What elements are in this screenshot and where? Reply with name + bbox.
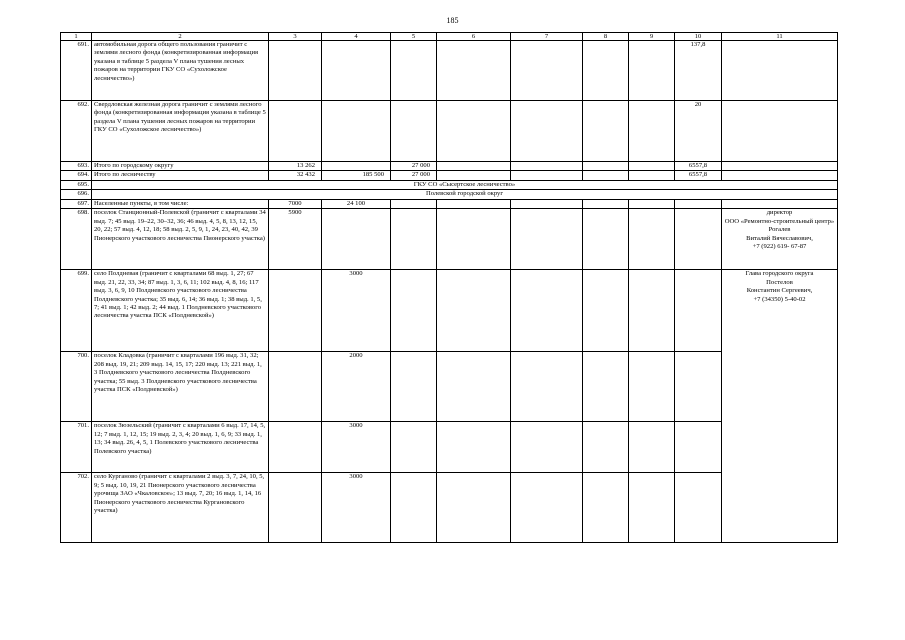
cell-col9 — [629, 162, 675, 171]
cell-col4: 3000 — [322, 270, 391, 352]
cell-col4 — [322, 162, 391, 171]
cell-col8 — [583, 162, 629, 171]
header-cell: 9 — [629, 33, 675, 41]
cell-col8 — [583, 422, 629, 473]
cell-col9 — [629, 473, 675, 543]
row-number: 693. — [61, 162, 92, 171]
cell-col10 — [675, 422, 722, 473]
cell-col8 — [583, 352, 629, 422]
cell-col5 — [391, 41, 437, 101]
cell-col9 — [629, 101, 675, 162]
table-row — [61, 101, 838, 162]
cell-col7 — [511, 422, 583, 473]
table-row — [61, 270, 838, 352]
cell-col11 — [722, 171, 838, 180]
cell-col7 — [511, 171, 583, 180]
header-cell: 11 — [722, 33, 838, 41]
cell-col10: 20 — [675, 101, 722, 162]
cell-col5 — [391, 199, 437, 208]
cell-col6 — [437, 422, 511, 473]
cell-col4 — [322, 101, 391, 162]
row-number: 694. — [61, 171, 92, 180]
row-description: Итого по городскому округу — [92, 162, 269, 171]
cell-col7 — [511, 473, 583, 543]
cell-col3: 5900 — [269, 209, 322, 270]
cell-col4: 3000 — [322, 473, 391, 543]
cell-col6 — [437, 101, 511, 162]
row-number: 696. — [61, 190, 92, 199]
cell-col7 — [511, 199, 583, 208]
cell-col10 — [675, 209, 722, 270]
row-description: автомобильная дорога общего пользования граничит с землями лесного фонда (конкретизированная информация указана в таблице 5 раздела V плана тушения лесных пожаров на территории ГКУ СО «Сухоложское лесничество») — [92, 41, 269, 101]
cell-col6 — [437, 171, 511, 180]
cell-col3 — [269, 473, 322, 543]
cell-col3 — [269, 270, 322, 352]
row-number: 701. — [61, 422, 92, 473]
cell-col3 — [269, 352, 322, 422]
row-description: поселок Станционный-Полевской (граничит с кварталами 34 выд. 7; 45 выд. 19–22, 30–32, 36; 46 выд. 4, 5, 8, 13, 12, 15, 20, 22; 57 выд. 4, 12, 18; 58 выд. 2, 5, 9, 1, 24, 23, 40, 42, 39 Пионерского участкового лесничества Пионерского участка) — [92, 209, 269, 270]
row-description: поселок Зюзельский (граничит с кварталами 6 выд. 17, 14, 5, 12; 7 выд. 1, 12, 15; 19 выд. 2, 3, 4; 20 выд. 1, 6, 9; 33 выд. 1, 13; 34 выд. 26, 4, 5, 1 Полевского участкового лесничества Полевского участка) — [92, 422, 269, 473]
cell-col6 — [437, 41, 511, 101]
cell-col5: 27 000 — [391, 171, 437, 180]
cell-col5 — [391, 101, 437, 162]
cell-col9 — [629, 199, 675, 208]
cell-col9 — [629, 209, 675, 270]
cell-col8 — [583, 209, 629, 270]
header-cell: 3 — [269, 33, 322, 41]
row-description: село Полдневая (граничит с кварталами 68 выд. 1, 27; 67 выд. 21, 22, 33, 34; 87 выд. 1, 3, 6, 11; 102 выд. 4, 8, 16; 117 выд. 3, 6, 9, 10 Полдневского участкового лесничества Полдневского участка; 35 выд. 6, 14; 36 выд. 1; 38 выд. 1, 5, 7; 41 выд. 1; 42 выд. 2; 44 выд. 1 Полдневского участкового лесничества участка ПСК «Полдневской») — [92, 270, 269, 352]
cell-col8 — [583, 199, 629, 208]
contact-cell: Глава городского округа Постелов Константин Сергеевич, +7 (34350) 5-40-02 — [722, 270, 838, 543]
row-number: 700. — [61, 352, 92, 422]
table-row — [61, 162, 838, 171]
cell-col11 — [722, 41, 838, 101]
cell-col7 — [511, 101, 583, 162]
cell-col10 — [675, 199, 722, 208]
table-row — [61, 199, 838, 208]
row-description: село Курганово (граничит с кварталами 2 выд. 3, 7, 24, 10, 5, 9; 5 выд. 10, 19, 21 Пионерского участкового лесничества урочища ЗАО «Чкаловское»; 13 выд. 7, 20; 16 выд. 1, 14, 16 Пионерского участкового лесничества Кургановского участка) — [92, 473, 269, 543]
cell-col3 — [269, 101, 322, 162]
table-row — [61, 422, 838, 473]
section-row — [61, 180, 838, 189]
cell-col4: 185 500 — [322, 171, 391, 180]
header-cell: 7 — [511, 33, 583, 41]
cell-col4 — [322, 41, 391, 101]
row-description: Населенные пункты, в том числе: — [92, 199, 269, 208]
cell-col9 — [629, 41, 675, 101]
cell-col6 — [437, 473, 511, 543]
cell-col3: 32 432 — [269, 171, 322, 180]
row-description: Итого по лесничеству — [92, 171, 269, 180]
cell-col11 — [722, 101, 838, 162]
row-description: поселок Кладовка (граничит с кварталами 196 выд. 31, 32; 208 выд. 19, 21; 209 выд. 14, 15, 17; 220 выд. 13; 221 выд. 1, 3 Полдневского участкового лесничества Полдневского участка; 55 выд. 3 Полдневского участкового лесничества участка ПСК «Полдневской») — [92, 352, 269, 422]
row-number: 691. — [61, 41, 92, 101]
cell-col3: 13 262 — [269, 162, 322, 171]
row-number: 695. — [61, 180, 92, 189]
cell-col6 — [437, 162, 511, 171]
cell-col5 — [391, 209, 437, 270]
cell-col9 — [629, 171, 675, 180]
cell-col3: 7000 — [269, 199, 322, 208]
cell-col9 — [629, 270, 675, 352]
cell-col6 — [437, 270, 511, 352]
section-title: Полевской городской округ — [92, 190, 838, 199]
header-cell: 8 — [583, 33, 629, 41]
cell-col8 — [583, 101, 629, 162]
cell-col9 — [629, 352, 675, 422]
fire-plan-table — [60, 32, 838, 543]
table-row — [61, 209, 838, 270]
cell-col7 — [511, 352, 583, 422]
section-row — [61, 190, 838, 199]
cell-col5 — [391, 473, 437, 543]
cell-col4: 24 100 — [322, 199, 391, 208]
cell-col6 — [437, 199, 511, 208]
cell-col3 — [269, 422, 322, 473]
cell-col5 — [391, 352, 437, 422]
cell-col7 — [511, 209, 583, 270]
table-row — [61, 352, 838, 422]
cell-col10: 6557,8 — [675, 171, 722, 180]
cell-col8 — [583, 171, 629, 180]
cell-col4: 2000 — [322, 352, 391, 422]
cell-col10 — [675, 270, 722, 352]
cell-col10 — [675, 352, 722, 422]
cell-col8 — [583, 473, 629, 543]
table-row — [61, 41, 838, 101]
cell-col5 — [391, 270, 437, 352]
header-row — [61, 33, 838, 41]
cell-col8 — [583, 270, 629, 352]
header-cell: 1 — [61, 33, 92, 41]
row-number: 699. — [61, 270, 92, 352]
section-title: ГКУ СО «Сысертское лесничество» — [92, 180, 838, 189]
row-number: 702. — [61, 473, 92, 543]
cell-col7 — [511, 41, 583, 101]
cell-col10: 6557,8 — [675, 162, 722, 171]
cell-col4 — [322, 209, 391, 270]
cell-col3 — [269, 41, 322, 101]
header-cell: 6 — [437, 33, 511, 41]
page-number: 185 — [446, 16, 459, 25]
cell-col8 — [583, 41, 629, 101]
cell-col4: 3000 — [322, 422, 391, 473]
cell-col5: 27 000 — [391, 162, 437, 171]
header-cell: 5 — [391, 33, 437, 41]
cell-col7 — [511, 162, 583, 171]
cell-col5 — [391, 422, 437, 473]
cell-col6 — [437, 209, 511, 270]
row-description: Свердловская железная дорога граничит с землями лесного фонда (конкретизированная информация указана в таблице 5 раздела V плана тушения лесных пожаров на территории ГКУ СО «Сухоложское лесничество») — [92, 101, 269, 162]
cell-col7 — [511, 270, 583, 352]
row-number: 692. — [61, 101, 92, 162]
table-row — [61, 473, 838, 543]
header-cell: 10 — [675, 33, 722, 41]
row-number: 697. — [61, 199, 92, 208]
table-row — [61, 171, 838, 180]
row-number: 698. — [61, 209, 92, 270]
header-cell: 2 — [92, 33, 269, 41]
cell-col6 — [437, 352, 511, 422]
header-cell: 4 — [322, 33, 391, 41]
cell-col11 — [722, 162, 838, 171]
cell-col9 — [629, 422, 675, 473]
cell-col10 — [675, 473, 722, 543]
contact-cell: директор ООО «Ремонтно-строительный центр» Рогалев Виталий Вячеславович, +7 (922) 619- 67-87 — [722, 209, 838, 270]
cell-col11 — [722, 199, 838, 208]
cell-col10: 137,8 — [675, 41, 722, 101]
